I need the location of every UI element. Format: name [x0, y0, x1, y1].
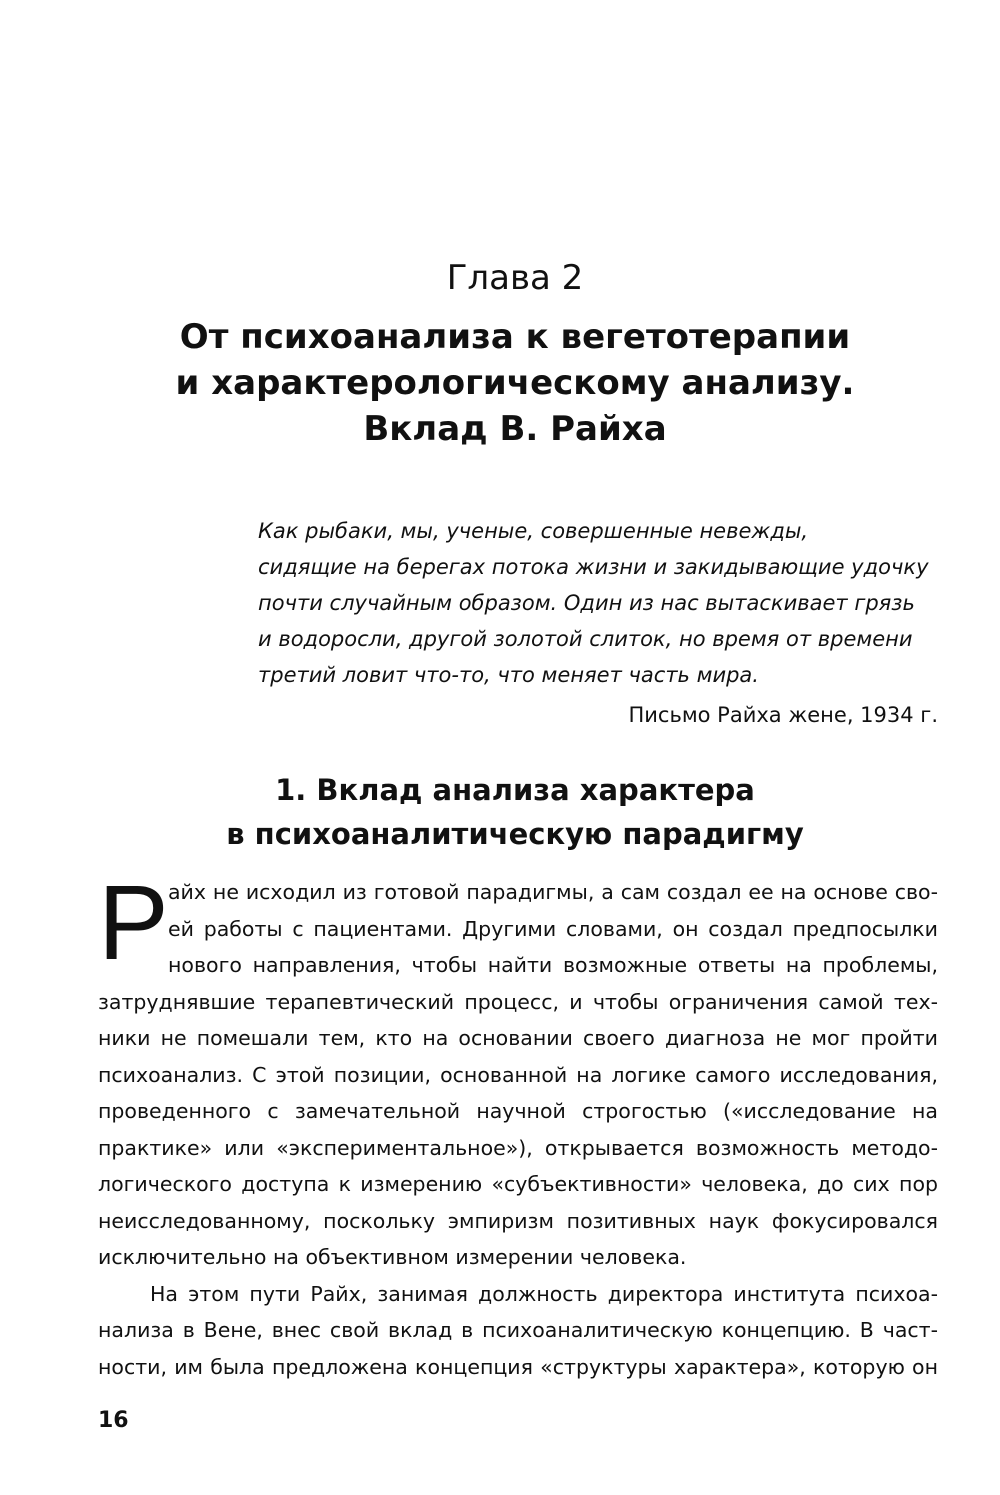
text-line: проведенного с замечательной научной строгостью («исследование на — [98, 1099, 938, 1123]
text-line: нализа в Вене, внес свой вклад в психоаналитическую концепцию. В част- — [98, 1318, 938, 1342]
text-line: исключительно на объективном измерении человека. — [98, 1245, 687, 1269]
page-number: 16 — [98, 1408, 129, 1433]
text-line: айх не исходил из готовой парадигмы, а сам создал ее на основе сво- — [168, 880, 938, 904]
text-line: На этом пути Райх, занимая должность директора института психоа- — [150, 1281, 938, 1306]
text-line: логического доступа к измерению «субъективности» человека, до сих пор — [98, 1172, 938, 1196]
paragraph-2 — [98, 1276, 938, 1386]
epigraph-source: Письмо Райха жене, 1934 г. — [628, 703, 938, 727]
text-line: ники не помешали тем, кто на основании своего диагноза не мог пройти — [98, 1026, 938, 1050]
section-title-line: 1. Вклад анализа характера — [275, 773, 755, 807]
epigraph-line: Как рыбаки, мы, ученые, совершенные невежды, — [258, 519, 809, 543]
chapter-title — [0, 314, 1000, 452]
chapter-title-line: Вклад В. Райха — [363, 409, 667, 449]
epigraph-line: третий ловит что-то, что меняет часть мира. — [258, 663, 759, 687]
text-line: ности, им была предложена концепция «структуры характера», которую он — [98, 1354, 938, 1379]
paragraph-1 — [98, 874, 938, 1276]
epigraph-line: почти случайным образом. Один из нас вытаскивает грязь — [258, 591, 915, 615]
drop-cap: Р — [98, 864, 169, 982]
text-line: психоанализ. С этой позиции, основанной на логике самого исследования, — [98, 1062, 938, 1087]
chapter-title-line: От психоанализа к вегетотерапии — [179, 317, 851, 357]
section-title — [0, 768, 1000, 856]
epigraph-quote — [258, 513, 948, 693]
section-title-line: в психоаналитическую парадигму — [226, 817, 804, 851]
text-line: нового направления, чтобы найти возможные ответы на проблемы, — [168, 953, 938, 977]
epigraph-line: сидящие на берегах потока жизни и закидывающие удочку — [258, 555, 929, 579]
chapter-label: Глава 2 — [446, 258, 584, 298]
text-line: практике» или «экспериментальное»), открывается возможность методо- — [98, 1135, 938, 1160]
body-text — [98, 864, 938, 1385]
text-line: затруднявшие терапевтический процесс, и чтобы ограничения самой тех- — [98, 989, 938, 1014]
epigraph-line: и водоросли, другой золотой слиток, но время от времени — [258, 627, 913, 651]
text-line: неисследованному, поскольку эмпиризм позитивных наук фокусировался — [98, 1208, 938, 1233]
text-line: ей работы с пациентами. Другими словами, он создал предпосылки — [168, 916, 938, 941]
chapter-title-line: и характерологическому анализу. — [175, 363, 855, 403]
